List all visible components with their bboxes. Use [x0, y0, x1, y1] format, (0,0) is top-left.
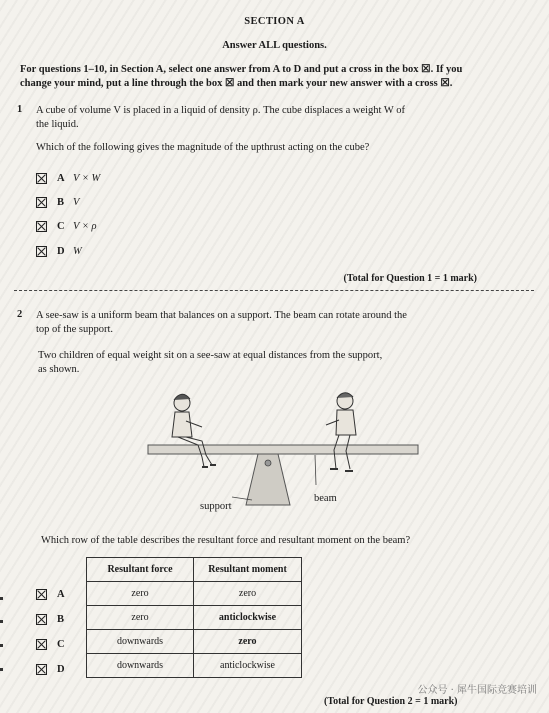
option-letter: B	[57, 614, 65, 625]
margin-mark	[0, 668, 3, 671]
table-row	[87, 582, 302, 606]
q2-option-a[interactable]	[36, 582, 73, 607]
question-2-prompt: Which row of the table describes the resultant force and resultant moment on the beam?	[41, 535, 411, 546]
watermark: 公众号 · 犀牛国际竞赛培训	[417, 685, 537, 696]
option-text: V	[73, 197, 80, 208]
answer-box-icon[interactable]	[36, 246, 47, 257]
margin-mark	[0, 597, 3, 600]
q1-option-a[interactable]	[36, 173, 100, 184]
question-2-text-line-2: top of the support.	[36, 324, 113, 335]
table-cell-force: zero	[87, 606, 194, 630]
table-header-force: Resultant force	[87, 558, 194, 582]
table-row	[87, 630, 302, 654]
question-2-total: (Total for Question 2 = 1 mark)	[324, 696, 458, 707]
instructions	[20, 63, 535, 91]
option-text: V × ρ	[73, 221, 97, 232]
question-1-text	[36, 104, 516, 132]
table-cell-moment: anticlockwise	[194, 654, 302, 678]
table-cell-force: downwards	[87, 654, 194, 678]
table-cell-moment: zero	[194, 582, 302, 606]
table-cell-moment: zero	[194, 630, 302, 654]
instructions-line-2: change your mind, put a line through the box ☒ and then mark your new answer with a cross ☒.	[20, 78, 453, 89]
question-1-prompt: Which of the following gives the magnitude of the upthrust acting on the cube?	[36, 142, 370, 153]
question-1-text-line-1: A cube of volume V is placed in a liquid of density ρ. The cube displaces a weight W of	[36, 105, 405, 116]
beam-label: beam	[314, 493, 337, 504]
margin-mark	[0, 644, 3, 647]
q1-option-d[interactable]	[36, 246, 82, 257]
table-cell-moment: anticlockwise	[194, 606, 302, 630]
beam-shape	[148, 445, 418, 454]
question-2-number: 2	[17, 309, 23, 320]
option-text: V × W	[73, 173, 101, 184]
q2-option-b[interactable]	[36, 607, 73, 632]
question-2-text-line-1: A see-saw is a uniform beam that balances on a support. The beam can rotate around the	[36, 310, 407, 321]
answer-all-heading: Answer ALL questions.	[222, 40, 327, 51]
answer-box-icon[interactable]	[36, 664, 47, 675]
margin-mark	[0, 620, 3, 623]
q1-option-b[interactable]	[36, 197, 79, 208]
answer-box-icon[interactable]	[36, 173, 47, 184]
q2-option-d[interactable]	[36, 657, 73, 682]
table-row	[87, 606, 302, 630]
answer-box-icon[interactable]	[36, 197, 47, 208]
q1-option-c[interactable]	[36, 221, 97, 232]
left-child-figure	[172, 394, 216, 467]
answer-box-icon[interactable]	[36, 614, 47, 625]
question-2-text-line-3: Two children of equal weight sit on a see-saw at equal distances from the support,	[38, 350, 383, 361]
table-cell-force: zero	[87, 582, 194, 606]
question-2-description	[38, 349, 518, 377]
q2-option-c[interactable]	[36, 632, 73, 657]
table-cell-force: downwards	[87, 630, 194, 654]
see-saw-figure	[140, 385, 430, 520]
support-label: support	[200, 501, 232, 512]
option-letter: A	[57, 173, 65, 184]
question-2-text-line-4: as shown.	[38, 364, 80, 375]
question-1-total: (Total for Question 1 = 1 mark)	[343, 273, 477, 284]
right-child-figure	[326, 393, 356, 471]
answer-box-icon[interactable]	[36, 221, 47, 232]
question-1-number: 1	[17, 104, 23, 115]
section-title: SECTION A	[244, 16, 305, 27]
option-text: W	[73, 246, 82, 257]
instructions-line-1: For questions 1–10, in Section A, select one answer from A to D and put a cross in the box ☒. If you	[20, 64, 463, 75]
option-letter: C	[57, 639, 65, 650]
table-row	[87, 654, 302, 678]
option-letter: D	[57, 664, 65, 675]
answer-table	[86, 557, 302, 678]
option-letter: C	[57, 221, 65, 232]
question-divider	[14, 290, 534, 291]
question-2-text	[36, 309, 516, 337]
table-header-moment: Resultant moment	[194, 558, 302, 582]
option-letter: A	[57, 589, 65, 600]
question-1-text-line-2: the liquid.	[36, 119, 79, 130]
answer-box-icon[interactable]	[36, 639, 47, 650]
option-letter: B	[57, 197, 65, 208]
option-letter: D	[57, 246, 65, 257]
table-header-row	[87, 558, 302, 582]
q2-option-list	[36, 582, 73, 682]
answer-box-icon[interactable]	[36, 589, 47, 600]
